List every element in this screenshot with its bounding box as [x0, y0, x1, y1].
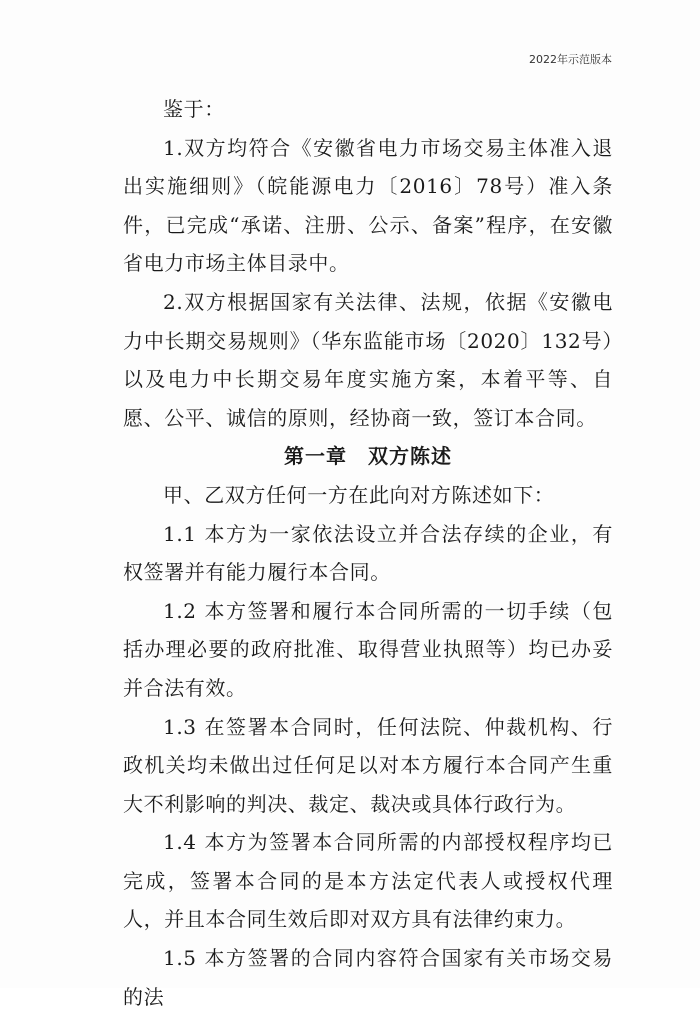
statement-1-3: 1.3 在签署本合同时，任何法院、仲裁机构、行政机关均未做出过任何足以对本方履行本合同产生重大不利影响的判决、裁定、裁决或具体行政行为。 [123, 714, 613, 816]
statement-1-1: 1.1 本方为一家依法设立并合法存续的企业，有权签署并有能力履行本合同。 [123, 521, 613, 585]
statement-1-2: 1.2 本方签署和履行本合同所需的一切手续（包括办理必要的政府批准、取得营业执照等）均已办妥并合法有效。 [123, 598, 613, 700]
statement-1-4: 1.4 本方为签署本合同所需的内部授权程序均已完成，签署本合同的是本方法定代表人或授权代理人，并且本合同生效后即对双方具有法律约束力。 [123, 830, 613, 932]
version-note: 2022年示范版本 [529, 53, 612, 66]
chapter-title: 第一章 双方陈述 [284, 444, 452, 469]
statement-intro: 甲、乙双方任何一方在此向对方陈述如下： [163, 482, 555, 507]
contract-body [123, 90, 613, 1016]
statement-1-5: 1.5 本方签署的合同内容符合国家有关市场交易的法 [123, 946, 613, 1009]
whereas-heading: 鉴于： [163, 97, 225, 121]
clause-1: 1.双方均符合《安徽省电力市场交易主体准入退出实施细则》（皖能源电力〔2016〕78号）准入条件，已完成“承诺、注册、公示、备案”程序，在安徽省电力市场主体目录中。 [123, 135, 613, 276]
clause-2: 2.双方根据国家有关法律、法规，依据《安徽电力中长期交易规则》（华东监能市场〔2020〕132号）以及电力中长期交易年度实施方案，本着平等、自愿、公平、诚信的原则，经协商一致，签订本合同。 [123, 289, 613, 430]
